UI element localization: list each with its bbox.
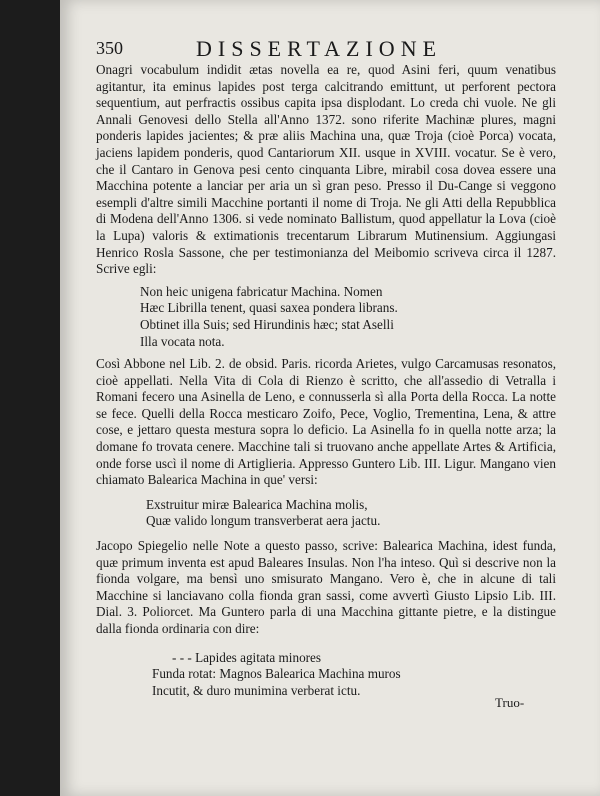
catchword: Truo- bbox=[495, 695, 525, 710]
paragraph-2: Così Abbone nel Lib. 2. de obsid. Paris. ricorda Arietes, vulgo Carcamusas resonatos, cioè appellati. Nella Vita di Cola di Rienzo è scritto, che all'assedio di Vetralla i Romani fecero una Asinella de Leno, e connusserla sì alla Porta della Rocca. La notte se fece. Quelli della Rocca mesticaro Zoifo, Pece, Voglio, Trementina, Lena, & attre cose, e jettaro questa mestura sopra lo deficio. La Asinella fo in quella notte arza; la domane fo trovata cenere. Macchine tali si truovano anche appellate Artes & Artificia, onde forse uscì il nome di Artiglieria. Appresso Guntero Lib. III. Ligur. Mangano vien chiamato Balearica Machina in que' versi: bbox=[96, 356, 556, 488]
verse-quote-3 bbox=[152, 650, 556, 700]
verse-line: - - - Lapides agitata minores bbox=[172, 649, 322, 665]
body-text bbox=[96, 62, 556, 703]
verse-line: Obtinet illa Suis; sed Hirundinis hæc; stat Aselli bbox=[140, 316, 394, 332]
running-title: DISSERTAZIONE bbox=[196, 36, 443, 61]
page-number: 350 bbox=[96, 38, 123, 58]
verse-line: Exstruitur miræ Balearica Machina molis, bbox=[146, 496, 368, 512]
verse-line: Quæ valido longum transverberat aera jactu. bbox=[146, 513, 381, 529]
verse-quote-2 bbox=[146, 497, 556, 530]
verse-line: Funda rotat: Magnos Balearica Machina muros bbox=[152, 666, 401, 682]
verse-line: Non heic unigena fabricatur Machina. Nomen bbox=[140, 283, 383, 299]
running-header bbox=[96, 38, 551, 64]
paragraph-3: Jacopo Spiegelio nelle Note a questo passo, scrive: Balearica Machina, idest funda, quæ primum inventa est apud Baleares Insulas. Non l'ha inteso. Quì si descrive non la fionda volgare, ma bensì uno smisurato Mangano. Vero è, che in alcune di tali Macchine si lanciavano colla fionda gran sassi, come avvertì Giusto Lipsio Lib. III. Dial. 3. Poliorcet. Ma Guntero parla di una Macchina gittante pietre, e la distingue dalla fionda ordinaria con dire: bbox=[96, 538, 556, 636]
verse-line: Illa vocata nota. bbox=[140, 333, 225, 349]
verse-line: Incutit, & duro munimina verberat ictu. bbox=[152, 682, 361, 698]
verse-quote-1 bbox=[140, 284, 556, 350]
paragraph-1: Onagri vocabulum indidit ætas novella ea re, quod Asini feri, quum venatibus agitantur, ita eminus lapides post terga calcitrando emittunt, ut perforent pectora sequentium, aut perfractis ossibus capita ipsa displodant. Lo creda chi vuole. Ne gli Annali Genovesi dello Stella all'Anno 1372. sono riferite Machinæ plures, magni ponderis lapides jacientes; & præ aliis Machina una, quæ Troja (cioè Porca) vocata, jaciens lapidem ponderis, quod Cantariorum XII. usque in XVIII. vocatur. Se è vero, che il Cantaro in Genova pesi cento cinquanta Libre, mirabil cosa dovea essere una Macchina potente a lanciar per aria un sì gran peso. Presso il Du-Cange si veggono esempli d'altre simili Macchine portanti il nome di Troja. Ne gli Atti della Repubblica di Modena dell'Anno 1306. si vede nominato Ballistum, quod appellatur la Lova (cioè la Lupa) valoris & extimationis trecentarum Librarum Mutinensium. Aggiungasi Henrico Rosla Sassone, che per testimonianza del Meibomio scriveva circa il 1287. Scrive egli: bbox=[96, 62, 556, 277]
verse-line: Hæc Librilla tenent, quasi saxea pondera librans. bbox=[140, 300, 398, 316]
